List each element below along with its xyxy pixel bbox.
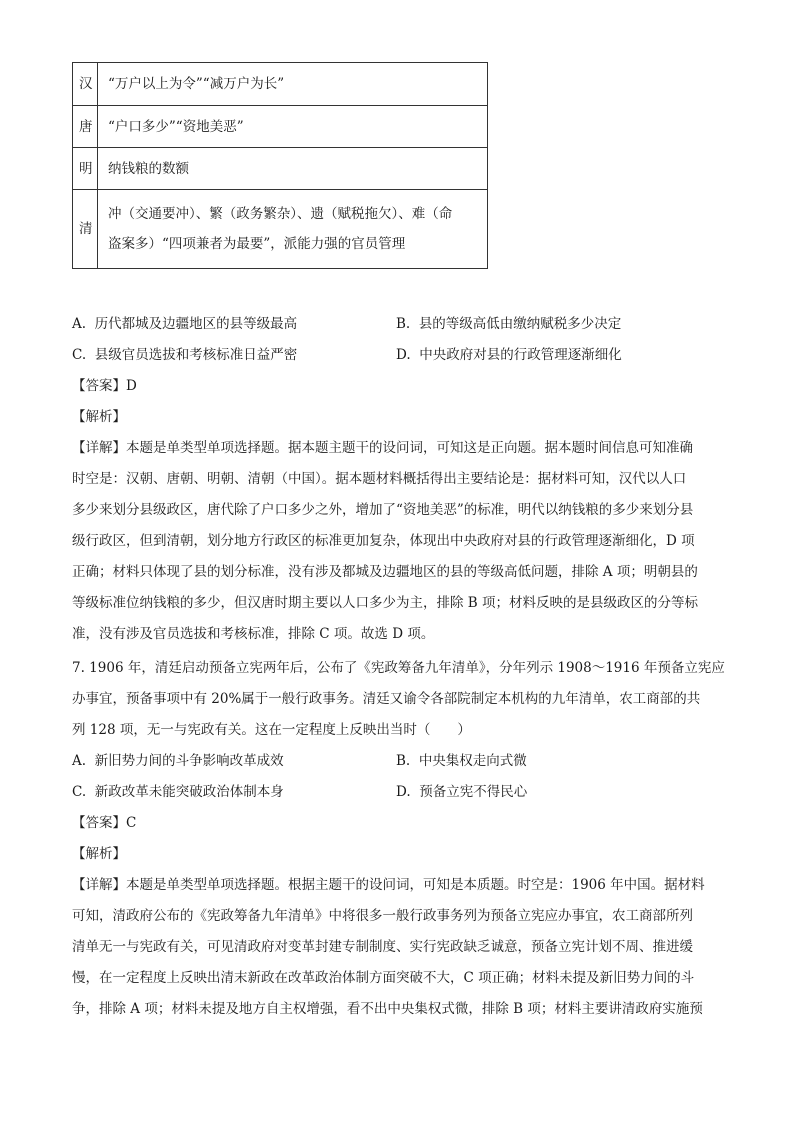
q6-option-b bbox=[396, 314, 621, 334]
dynasty-cell: 明 bbox=[73, 148, 98, 190]
q7-detail-line: 可知，清政府公布的《宪政筹备九年清单》中将很多一般行政事务列为预备立宪应办事宜，农工商部所列 bbox=[72, 908, 693, 924]
q7-analysis-heading: 【解析】 bbox=[72, 846, 126, 862]
q6-detail-line: 等级标准位纳钱粮的多少，但汉唐时期主要以人口多少为主，排除 B 项；材料反映的是县级政区的分等标 bbox=[72, 595, 699, 611]
dynasty-cell: 汉 bbox=[73, 63, 98, 106]
option-text: 中央政府对县的行政管理逐渐细化 bbox=[419, 347, 622, 363]
q6-option-d bbox=[396, 345, 622, 365]
q7-option-a bbox=[72, 751, 284, 771]
option-text: 历代都城及边疆地区的县等级最高 bbox=[94, 316, 298, 332]
q6-detail-line: 多少来划分县级政区，唐代除了户口多少之外，增加了“资地美恶”的标准，明代以纳钱粮的多少来划分县 bbox=[72, 502, 694, 518]
option-text: 新政改革未能突破政治体制本身 bbox=[94, 784, 284, 800]
dynasty-cell: 唐 bbox=[73, 106, 98, 148]
materials-table bbox=[72, 62, 488, 269]
q7-option-c bbox=[72, 782, 284, 802]
option-label: B. bbox=[396, 316, 411, 332]
q7-detail-line: 慢，在一定程度上反映出清末新政在改革政治体制方面突破不大，C 项正确；材料未提及新旧势力间的斗 bbox=[72, 970, 695, 986]
q7-answer: 【答案】C bbox=[72, 815, 137, 831]
table-row bbox=[73, 190, 488, 269]
option-label: A. bbox=[72, 316, 87, 332]
content-cell: “户口多少”“资地美恶” bbox=[98, 106, 488, 148]
q6-detail-line: 正确；材料只体现了县的划分标准，没有涉及都城及边疆地区的县的等级高低问题，排除 A 项；明朝县的 bbox=[72, 564, 698, 580]
content-cell: 纳钱粮的数额 bbox=[98, 148, 488, 190]
q6-detail-line: 【详解】本题是单类型单项选择题。据本题主题干的设问词，可知这是正向题。据本题时间信息可知准确 bbox=[72, 440, 693, 456]
q6-answer: 【答案】D bbox=[72, 378, 137, 394]
content-line: 盗案多）“四项兼者为最要”，派能力强的官员管理 bbox=[108, 236, 406, 252]
q6-analysis-heading: 【解析】 bbox=[72, 409, 126, 425]
option-label: B. bbox=[396, 753, 411, 769]
table-row bbox=[73, 148, 488, 190]
option-text: 预备立宪不得民心 bbox=[419, 784, 528, 800]
q6-option-a bbox=[72, 314, 297, 334]
option-text: 县的等级高低由缴纳赋税多少决定 bbox=[418, 316, 622, 332]
content-cell bbox=[98, 190, 488, 269]
table-row bbox=[73, 106, 488, 148]
option-text: 县级官员选拔和考核标准日益严密 bbox=[94, 347, 298, 363]
q7-stem-line: 列 128 项，无一与宪政有关。这在一定程度上反映出当时（ ） bbox=[72, 722, 471, 738]
q7-detail-line: 争，排除 A 项；材料未提及地方自主权增强，看不出中央集权式微，排除 B 项；材料主要讲清政府实施预 bbox=[72, 1001, 703, 1017]
q7-option-d bbox=[396, 782, 527, 802]
option-text: 中央集权走向式微 bbox=[418, 753, 527, 769]
q6-detail-line: 时空是：汉朝、唐朝、明朝、清朝（中国）。据本题材料概括得出主要结论是：据材料可知，汉代以人口 bbox=[72, 471, 687, 487]
content-line: 冲（交通要冲）、繁（政务繁杂）、遗（赋税拖欠）、难（命 bbox=[108, 206, 453, 222]
option-label: A. bbox=[72, 753, 87, 769]
content-cell: “万户以上为令”“减万户为长” bbox=[98, 63, 488, 106]
table-row bbox=[73, 63, 488, 106]
q6-detail-line: 准，没有涉及官员选拔和考核标准，排除 C 项。故选 D 项。 bbox=[72, 626, 435, 642]
option-label: D. bbox=[396, 347, 411, 363]
option-text: 新旧势力间的斗争影响改革成效 bbox=[94, 753, 284, 769]
option-label: C. bbox=[72, 784, 87, 800]
option-label: D. bbox=[396, 784, 411, 800]
q7-option-b bbox=[396, 751, 527, 771]
q7-stem-line: 办事宜，预备事项中有 20%属于一般行政事务。清廷又谕令各部院制定本机构的九年清单，农工商部的共 bbox=[72, 691, 701, 707]
q7-stem-line: 7. 1906 年，清廷启动预备立宪两年后，公布了《宪政筹备九年清单》，分年列示 1908～1916 年预备立宪应 bbox=[72, 660, 725, 676]
q7-detail-line: 【详解】本题是单类型单项选择题。根据主题干的设问词，可知是本质题。时空是：1906 年中国。据材料 bbox=[72, 877, 705, 893]
q6-detail-line: 级行政区，但到清朝，划分地方行政区的标准更加复杂，体现出中央政府对县的行政管理逐渐细化，D 项 bbox=[72, 533, 695, 549]
dynasty-cell: 清 bbox=[73, 190, 98, 269]
q7-detail-line: 清单无一与宪政有关，可见清政府对变革封建专制制度、实行宪政缺乏诚意，预备立宪计划不周、推进缓 bbox=[72, 939, 693, 955]
option-label: C. bbox=[72, 347, 87, 363]
q6-option-c bbox=[72, 345, 297, 365]
